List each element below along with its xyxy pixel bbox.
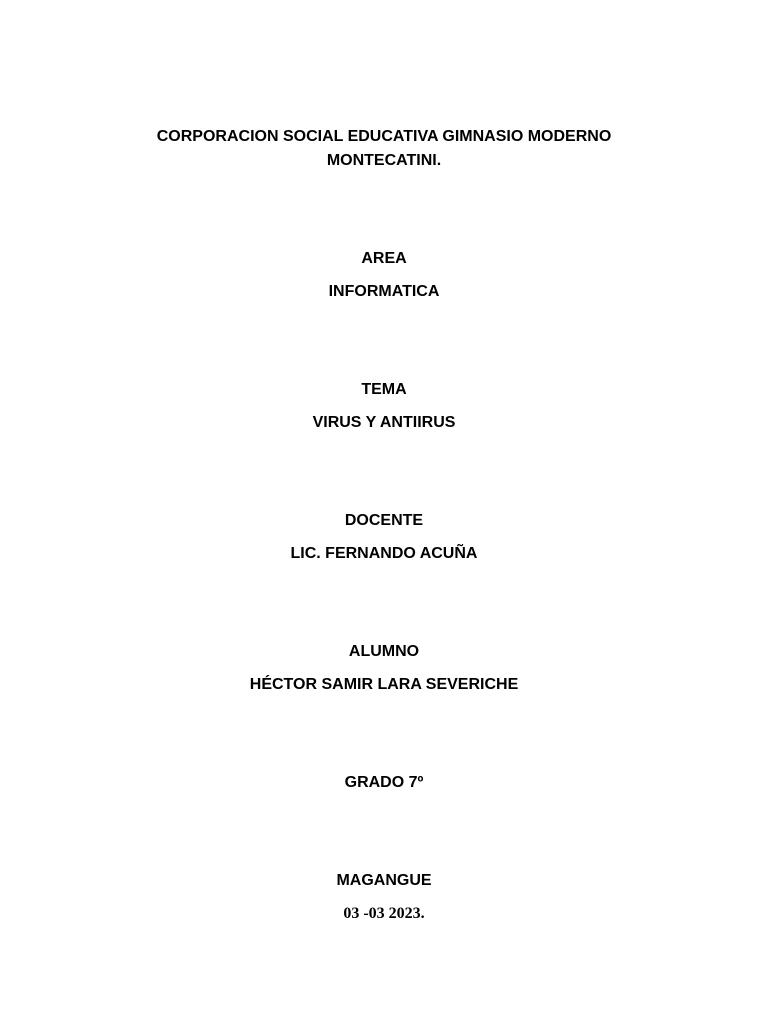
docente-value: LIC. FERNANDO ACUÑA <box>290 545 478 562</box>
tema-label: TEMA <box>361 381 407 398</box>
grado-text: GRADO 7º <box>344 774 424 791</box>
institution-name-line-2: MONTECATINI. <box>326 152 442 169</box>
area-label: AREA <box>361 250 407 267</box>
tema-value: VIRUS Y ANTIIRUS <box>312 414 456 431</box>
alumno-label: ALUMNO <box>348 643 420 660</box>
date-text: 03 -03 2023. <box>343 905 425 922</box>
institution-name-line-1: CORPORACION SOCIAL EDUCATIVA GIMNASIO MODERNO <box>156 128 612 145</box>
area-value: INFORMATICA <box>328 283 440 300</box>
city-label: MAGANGUE <box>336 872 432 889</box>
alumno-value: HÉCTOR SAMIR LARA SEVERICHE <box>249 676 519 693</box>
docente-label: DOCENTE <box>344 512 424 529</box>
